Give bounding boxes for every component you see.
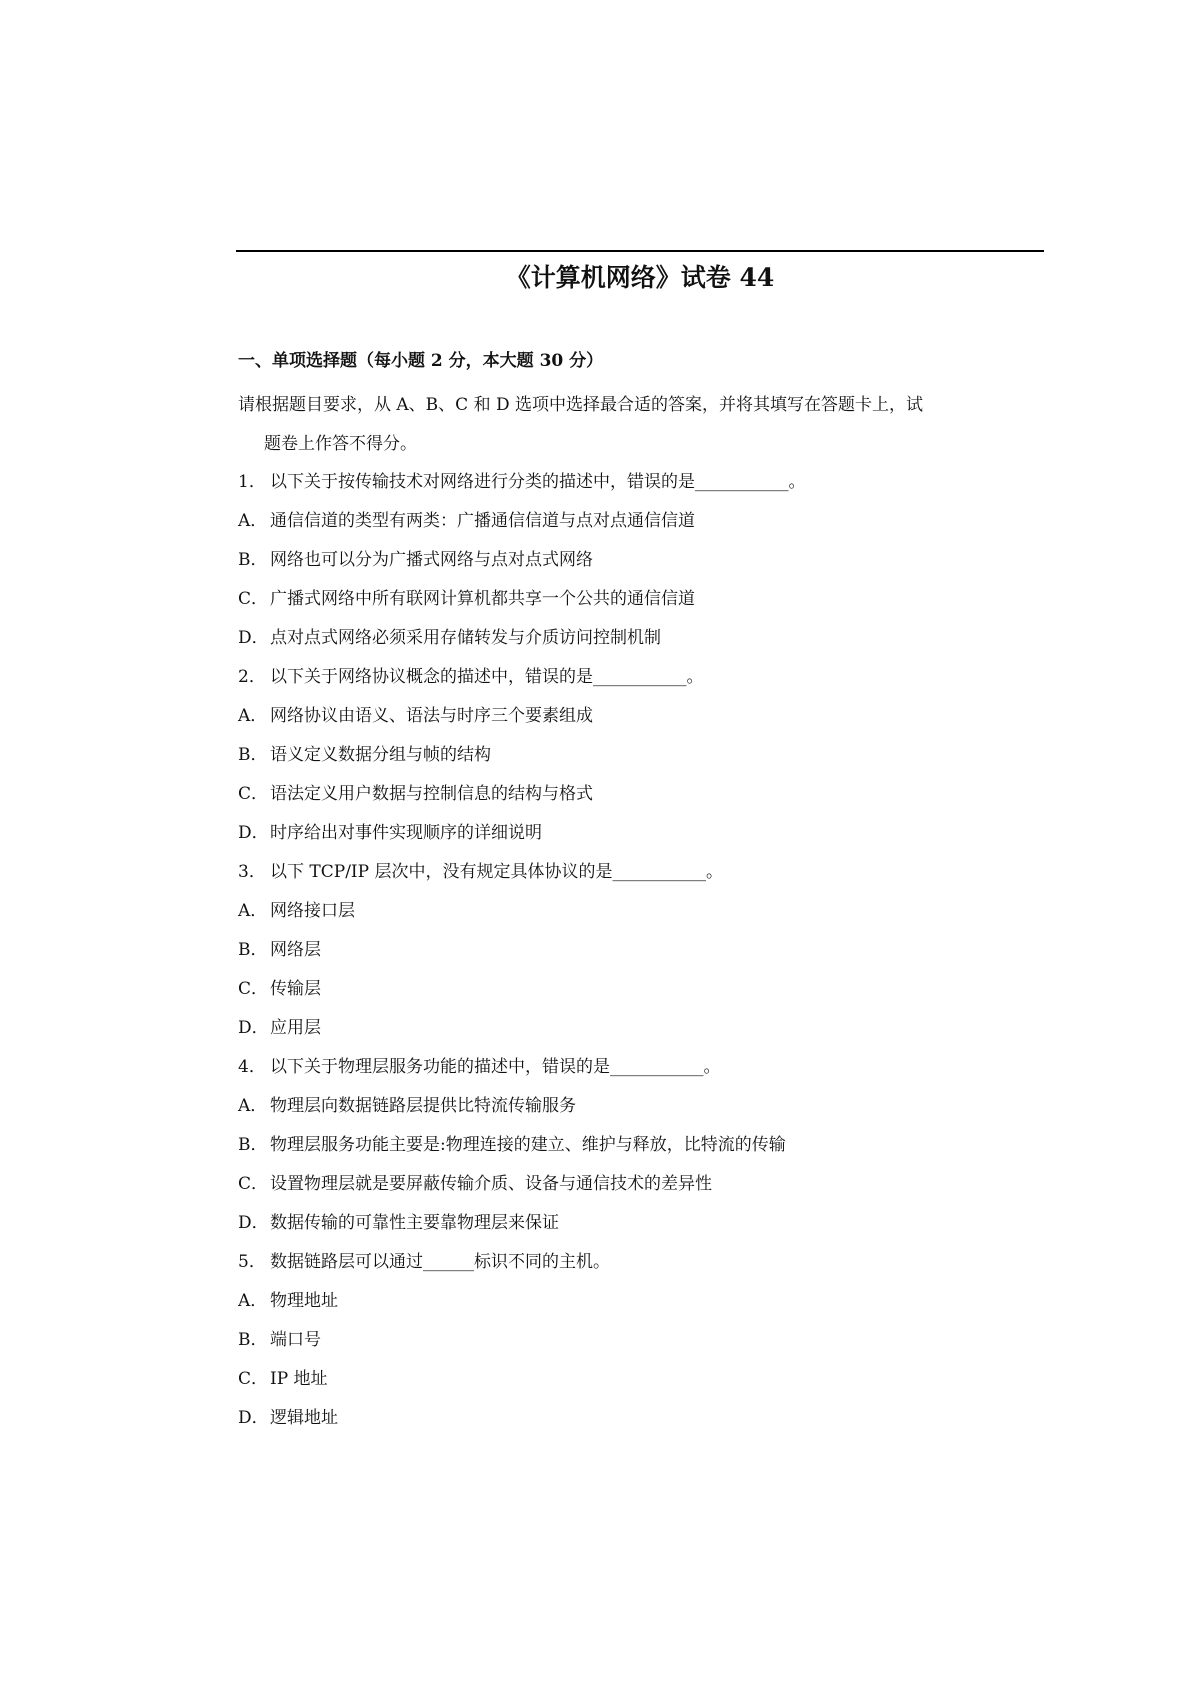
option-3-a [238,892,1048,931]
option-text: 网络接口层 [270,901,355,921]
option-letter: B． [238,1135,268,1155]
question-text: 以下关于网络协议概念的描述中，错误的是___________。 [270,667,704,687]
option-5-a [238,1282,1048,1321]
option-letter: C． [238,589,269,609]
option-text: IP 地址 [270,1369,328,1389]
question-number: 1． [238,472,266,492]
question-number: 3． [238,862,266,882]
option-letter: B． [238,550,268,570]
option-text: 广播式网络中所有联网计算机都共享一个公共的通信信道 [270,589,695,609]
option-5-b [238,1321,1048,1360]
option-1-d [238,619,1048,658]
option-text: 物理层服务功能主要是:物理连接的建立、维护与释放，比特流的传输 [270,1135,786,1155]
option-text: 逻辑地址 [270,1408,338,1428]
option-4-b [238,1126,1048,1165]
option-4-c [238,1165,1048,1204]
option-letter: D． [238,1408,269,1428]
question-4 [238,1048,1048,1087]
option-4-a [238,1087,1048,1126]
option-letter: A． [238,706,268,726]
option-text: 设置物理层就是要屏蔽传输介质、设备与通信技术的差异性 [270,1174,712,1194]
option-text: 数据传输的可靠性主要靠物理层来保证 [270,1213,559,1233]
option-letter: B． [238,745,268,765]
option-5-c [238,1360,1048,1399]
question-text: 以下关于按传输技术对网络进行分类的描述中，错误的是___________。 [270,472,806,492]
option-text: 应用层 [270,1018,321,1038]
option-text: 网络也可以分为广播式网络与点对点式网络 [270,550,593,570]
option-letter: C． [238,784,269,804]
question-number: 5． [238,1252,266,1272]
option-letter: C． [238,1369,269,1389]
option-2-b [238,736,1048,775]
option-letter: D． [238,1213,269,1233]
option-text: 物理地址 [270,1291,338,1311]
option-letter: D． [238,823,269,843]
option-text: 时序给出对事件实现顺序的详细说明 [270,823,542,843]
question-3 [238,853,1048,892]
option-text: 语法定义用户数据与控制信息的结构与格式 [270,784,593,804]
option-1-b [238,541,1048,580]
option-letter: D． [238,1018,269,1038]
option-letter: A． [238,1096,268,1116]
option-text: 通信信道的类型有两类：广播通信信道与点对点通信信道 [270,511,695,531]
option-text: 网络协议由语义、语法与时序三个要素组成 [270,706,593,726]
option-3-d [238,1009,1048,1048]
option-letter: B． [238,940,268,960]
option-3-b [238,931,1048,970]
option-letter: A． [238,901,268,921]
section-header: 一、单项选择题（每小题 2 分，本大题 30 分） [238,351,604,371]
option-1-a [238,502,1048,541]
question-list [238,463,1048,1438]
option-text: 网络层 [270,940,321,960]
option-2-d [238,814,1048,853]
option-2-a [238,697,1048,736]
option-letter: D． [238,628,269,648]
option-letter: C． [238,979,269,999]
header-rule [236,250,1044,252]
option-letter: B． [238,1330,268,1350]
question-1 [238,463,1048,502]
page-title: 《计算机网络》试卷 44 [505,263,775,292]
instructions [238,386,1048,464]
question-number: 2． [238,667,266,687]
option-letter: A． [238,511,268,531]
option-letter: A． [238,1291,268,1311]
option-1-c [238,580,1048,619]
option-text: 语义定义数据分组与帧的结构 [270,745,491,765]
question-text: 以下 TCP/IP 层次中，没有规定具体协议的是___________。 [270,862,723,882]
option-2-c [238,775,1048,814]
question-text: 以下关于物理层服务功能的描述中，错误的是___________。 [270,1057,721,1077]
option-letter: C． [238,1174,269,1194]
question-2 [238,658,1048,697]
instructions-line-1: 请根据题目要求，从 A、B、C 和 D 选项中选择最合适的答案，并将其填写在答题卡上，试 [238,395,924,415]
option-3-c [238,970,1048,1009]
option-text: 端口号 [270,1330,321,1350]
option-text: 物理层向数据链路层提供比特流传输服务 [270,1096,576,1116]
question-number: 4． [238,1057,266,1077]
question-5 [238,1243,1048,1282]
question-text: 数据链路层可以通过______标识不同的主机。 [270,1252,610,1272]
option-text: 点对点式网络必须采用存储转发与介质访问控制机制 [270,628,661,648]
option-text: 传输层 [270,979,321,999]
option-4-d [238,1204,1048,1243]
option-5-d [238,1399,1048,1438]
instructions-line-2: 题卷上作答不得分。 [264,434,417,454]
